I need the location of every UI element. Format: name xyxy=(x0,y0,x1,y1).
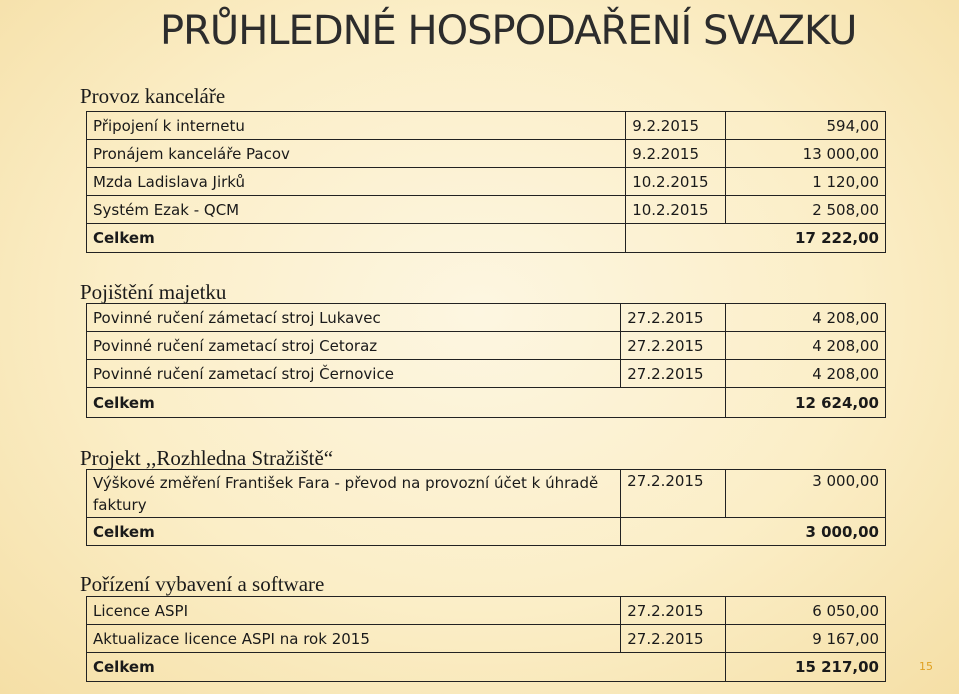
total-row xyxy=(87,653,886,682)
total-label: Celkem xyxy=(87,224,626,253)
table-row xyxy=(87,470,886,518)
page-number: 15 xyxy=(919,660,933,673)
table-projekt xyxy=(86,469,886,546)
amount-cell: 4 208,00 xyxy=(726,360,886,388)
amount-cell: 4 208,00 xyxy=(726,332,886,360)
total-label: Celkem xyxy=(87,388,621,418)
date-cell: 27.2.2015 xyxy=(621,470,726,518)
item-cell: Povinné ručení zametací stroj Černovice xyxy=(87,360,621,388)
table-provoz xyxy=(86,111,886,253)
total-row xyxy=(87,388,886,418)
total-amount: 3 000,00 xyxy=(621,518,886,546)
amount-cell: 4 208,00 xyxy=(726,304,886,332)
item-cell: Systém Ezak - QCM xyxy=(87,196,626,224)
date-cell: 10.2.2015 xyxy=(626,168,726,196)
amount-cell: 13 000,00 xyxy=(726,140,886,168)
table-pojisteni xyxy=(86,303,886,418)
table-row xyxy=(87,597,886,625)
table-row xyxy=(87,196,886,224)
table-row xyxy=(87,140,886,168)
section-heading-projekt: Projekt ,,Rozhledna Stražiště“ xyxy=(80,446,334,470)
total-row xyxy=(87,224,886,253)
total-amount: 12 624,00 xyxy=(726,388,886,418)
total-amount: 17 222,00 xyxy=(626,224,886,253)
date-cell: 10.2.2015 xyxy=(626,196,726,224)
section-heading-pojisteni: Pojištění majetku xyxy=(80,280,227,304)
amount-cell: 1 120,00 xyxy=(726,168,886,196)
date-cell: 27.2.2015 xyxy=(621,332,726,360)
date-cell: 9.2.2015 xyxy=(626,140,726,168)
item-cell: Aktualizace licence ASPI na rok 2015 xyxy=(87,625,621,653)
section-heading-porizeni: Pořízení vybavení a software xyxy=(80,572,325,596)
empty-cell xyxy=(621,653,726,682)
item-cell: Výškové změření František Fara - převod na provozní účet k úhradě faktury xyxy=(87,470,621,518)
total-amount: 15 217,00 xyxy=(726,653,886,682)
table-porizeni xyxy=(86,596,886,682)
table-row xyxy=(87,304,886,332)
total-row xyxy=(87,518,886,546)
table-row xyxy=(87,360,886,388)
table-row xyxy=(87,168,886,196)
table-row xyxy=(87,625,886,653)
item-cell: Licence ASPI xyxy=(87,597,621,625)
date-cell: 27.2.2015 xyxy=(621,360,726,388)
amount-cell: 6 050,00 xyxy=(726,597,886,625)
date-cell: 27.2.2015 xyxy=(621,304,726,332)
amount-cell: 9 167,00 xyxy=(726,625,886,653)
date-cell: 27.2.2015 xyxy=(621,625,726,653)
item-cell: Připojení k internetu xyxy=(87,112,626,140)
table-row xyxy=(87,332,886,360)
item-cell: Mzda Ladislava Jirků xyxy=(87,168,626,196)
section-heading-provoz: Provoz kanceláře xyxy=(80,84,226,108)
empty-cell xyxy=(621,388,726,418)
item-cell: Povinné ručení zametací stroj Cetoraz xyxy=(87,332,621,360)
amount-cell: 594,00 xyxy=(726,112,886,140)
total-label: Celkem xyxy=(87,518,621,546)
date-cell: 27.2.2015 xyxy=(621,597,726,625)
amount-cell: 2 508,00 xyxy=(726,196,886,224)
amount-cell: 3 000,00 xyxy=(726,470,886,518)
total-label: Celkem xyxy=(87,653,621,682)
date-cell: 9.2.2015 xyxy=(626,112,726,140)
item-cell: Povinné ručení zámetací stroj Lukavec xyxy=(87,304,621,332)
page-title: PRŮHLEDNÉ HOSPODAŘENÍ SVAZKU xyxy=(160,8,857,54)
table-row xyxy=(87,112,886,140)
item-cell: Pronájem kanceláře Pacov xyxy=(87,140,626,168)
